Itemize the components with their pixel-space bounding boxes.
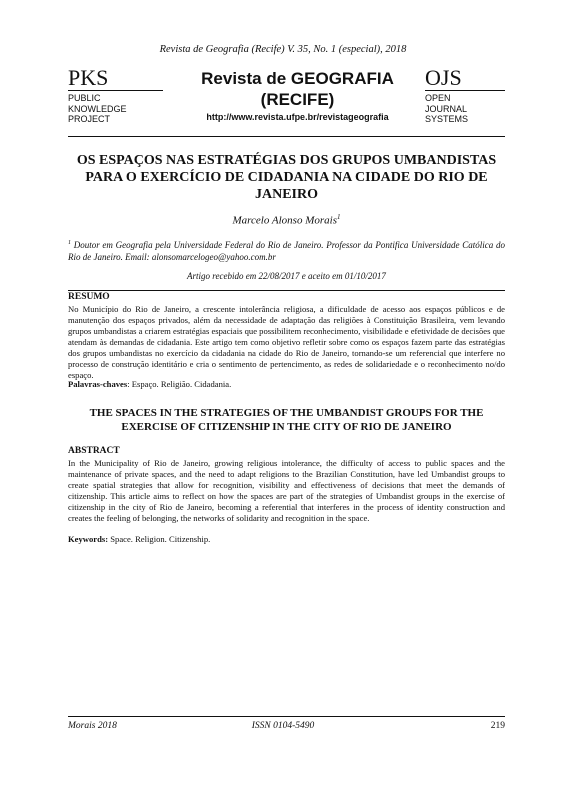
ojs-logo-line: OPEN bbox=[425, 93, 451, 103]
footer-author: Morais 2018 bbox=[68, 721, 117, 731]
pks-logo-title: PKS bbox=[68, 65, 109, 90]
affiliation-text: Doutor em Geografia pela Universidade Federal do Rio de Janeiro. Professor da Pontifica Universidade Católica do Rio de Janeiro. Email: alonsomarcelogeo@yahoo.com.br bbox=[68, 240, 505, 262]
footer-divider bbox=[68, 716, 505, 717]
palavras-chaves-text: : Espaço. Religião. Cidadania. bbox=[127, 379, 232, 389]
article-title-portuguese: OS ESPAÇOS NAS ESTRATÉGIAS DOS GRUPOS UMBANDISTAS PARA O EXERCÍCIO DE CIDADANIA NA CIDADE DO RIO DE JANEIRO bbox=[76, 153, 497, 202]
affiliation-footnote-mark: 1 bbox=[68, 240, 71, 246]
journal-url[interactable]: http://www.revista.ufpe.br/revistageografia bbox=[206, 112, 389, 122]
author-affiliation bbox=[68, 237, 505, 263]
footer-issn: ISSN 0104-5490 bbox=[251, 721, 315, 731]
header-divider bbox=[68, 136, 505, 137]
pks-logo-line: PROJECT bbox=[68, 114, 111, 124]
received-dates: Artigo recebido em 22/08/2017 e aceito em 01/10/2017 bbox=[187, 271, 386, 281]
ojs-logo bbox=[425, 67, 505, 125]
resumo-heading: RESUMO bbox=[68, 292, 110, 302]
article-title-english: THE SPACES IN THE STRATEGIES OF THE UMBANDIST GROUPS FOR THE EXERCISE OF CITIZENSHIP IN THE CITY OF RIO DE JANEIRO bbox=[89, 407, 484, 433]
journal-masthead bbox=[180, 68, 415, 122]
resumo-text: No Município do Rio de Janeiro, a crescente intolerância religiosa, a dificuldade de acesso aos espaços públicos e de manutenção dos espaços privados, além da necessidade de adaptação das religiões à Constituição Brasileira, vem levando grupos umbandistas a criarem estratégias espaciais que possibilitem reconhecimento, visibilidade e efetividade de decisões que atendam às demandas de cidadania. Este artigo tem como objetivo refletir sobre como os espaços fazem parte das estratégias dos grupos umbandistas no exercício da cidadania na cidade do Rio de Janeiro, tornando-se um referencial que interfere no processo de construção identitário e cria o sentimento de pertencimento, as redes de solidariedade e o reconhecimento no/do espaço. bbox=[68, 304, 505, 380]
keywords-label: Keywords: bbox=[68, 534, 109, 544]
keywords bbox=[68, 534, 505, 544]
ojs-logo-line: JOURNAL bbox=[425, 103, 468, 114]
author-footnote-mark: 1 bbox=[337, 213, 341, 221]
page-number: 219 bbox=[490, 721, 505, 731]
pks-logo bbox=[68, 67, 163, 125]
ojs-logo-title: OJS bbox=[425, 65, 462, 90]
pks-logo-line: PUBLIC bbox=[68, 93, 101, 103]
abstract-divider bbox=[68, 290, 505, 291]
keywords-text: Space. Religion. Citizenship. bbox=[108, 534, 211, 544]
author-line bbox=[68, 213, 505, 227]
journal-name-city: (RECIFE) bbox=[260, 90, 335, 109]
journal-name: Revista de GEOGRAFIA bbox=[201, 69, 394, 88]
ojs-logo-rule bbox=[425, 90, 505, 91]
ojs-logo-line: SYSTEMS bbox=[425, 114, 469, 124]
author-name: Marcelo Alonso Morais bbox=[232, 214, 337, 227]
abstract-text: In the Municipality of Rio de Janeiro, growing religious intolerance, the difficulty of access to public spaces and the maintenance of private spaces, and the need to adapt religions to the Brazilian Constitution, have led Umbandist groups to create spatial strategies that allow for recognition, visibility and effectiveness of decisions that meet the demands of citizenship. This article aims to reflect on how the spaces are part of the strategies of Umbandist groups in the exercise of citizenship in the city of Rio de Janeiro, becoming a referential that interferes in the process of identity construction and creates the feeling of belonging, the networks of solidarity and recognition in the space. bbox=[68, 458, 505, 523]
pks-logo-line: KNOWLEDGE bbox=[68, 103, 127, 114]
palavras-chaves-label: Palavras-chaves bbox=[68, 379, 128, 389]
running-header: Revista de Geografia (Recife) V. 35, No. 1 (especial), 2018 bbox=[159, 44, 407, 55]
pks-logo-rule bbox=[68, 90, 163, 91]
palavras-chaves bbox=[68, 379, 505, 389]
abstract-heading: ABSTRACT bbox=[68, 446, 120, 456]
